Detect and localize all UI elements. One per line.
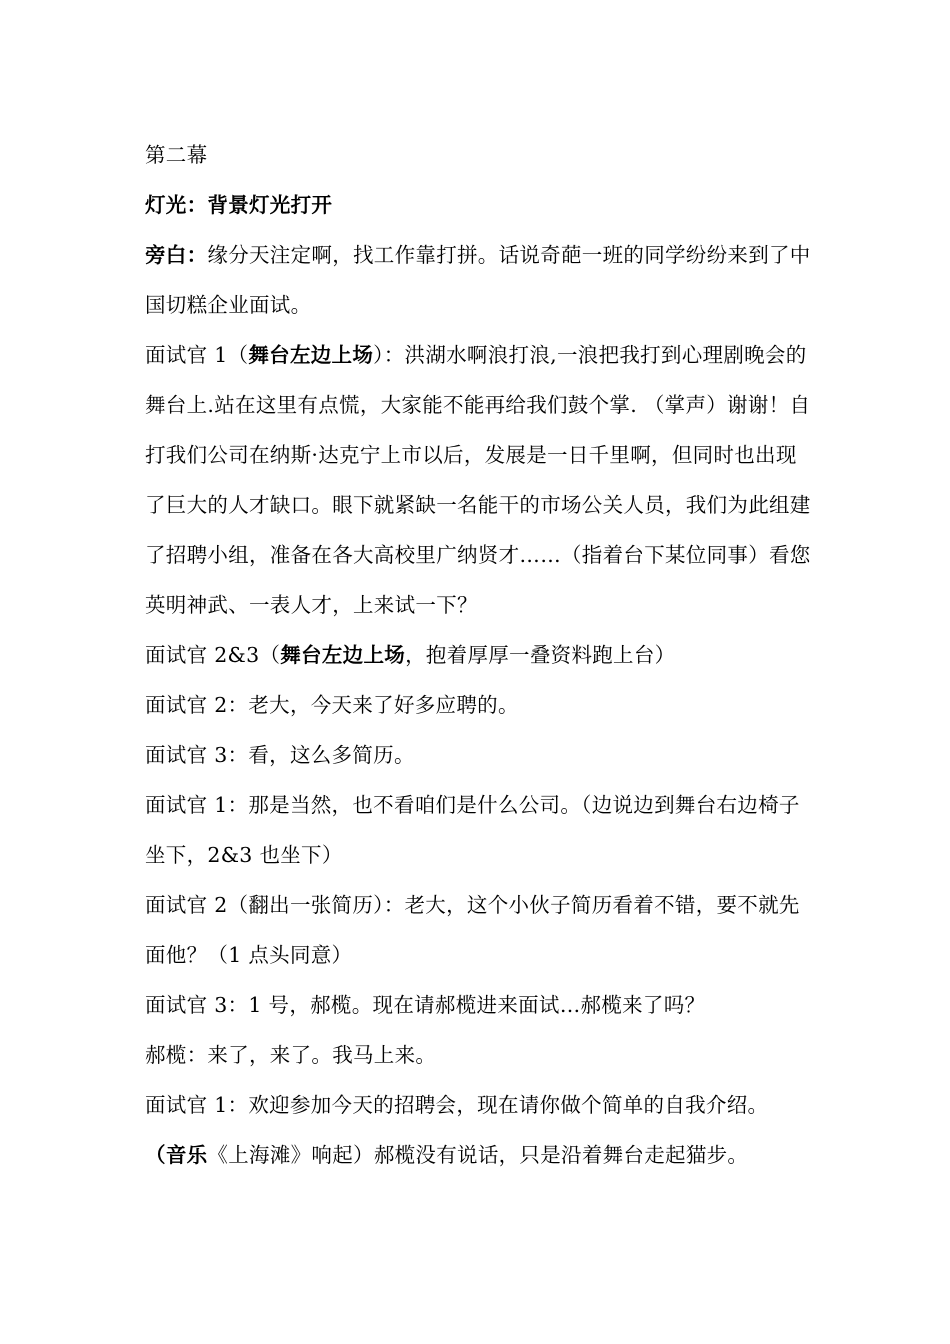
- interviewer23-direction: 舞台左边上场: [280, 643, 406, 667]
- lighting-text: 背景灯光打开: [207, 193, 333, 217]
- music-open-paren: （: [145, 1143, 166, 1167]
- music-cue-line: [145, 1130, 815, 1180]
- dialogue-line: 面试官 3：1 号，郝榄。现在请郝榄进来面试…郝榄来了吗？: [145, 993, 706, 1017]
- interviewer1-text: ）：洪湖水啊浪打浪,一浪把我打到心理剧晚会的舞台上.站在这里有点慌，大家能不能再给我们鼓个掌. （掌声）谢谢！自打我们公司在纳斯·达克宁上市以后，发展是一日千里啊，但同时也出现了巨大的人才缺口。眼下就紧缺一名能干的市场公关人员，我们为此组建了招聘小组，准备在各大高校里广纳贤才……（指着台下某位同事）看您英明神武、一表人才，上来试一下？: [145, 343, 811, 617]
- narration-line: [145, 230, 815, 330]
- narration-label: 旁白：: [145, 243, 208, 267]
- dialogue-line: 面试官 2（翻出一张简历）：老大，这个小伙子简历看着不错，要不就先面他？（1 点头同意）: [145, 893, 800, 967]
- script-text: [145, 130, 815, 1180]
- dialogue-line: 面试官 1：欢迎参加今天的招聘会，现在请你做个简单的自我介绍。: [145, 1093, 769, 1117]
- narration-text: 缘分天注定啊，找工作靠打拼。话说奇葩一班的同学纷纷来到了中国切糕企业面试。: [145, 243, 811, 317]
- dialogue-line: 面试官 3：看，这么多简历。: [145, 743, 415, 767]
- interviewer23-line: [145, 630, 815, 680]
- interviewer1-speaker: 面试官 1（: [145, 343, 249, 367]
- interviewer1-direction: 舞台左边上场: [248, 343, 374, 367]
- lighting-label: 灯光：: [145, 193, 208, 217]
- music-label: 音乐: [165, 1143, 208, 1167]
- dialogue-line: 面试官 2：老大，今天来了好多应聘的。: [145, 693, 519, 717]
- dialogue-line: 郝榄：来了，来了。我马上来。: [145, 1043, 437, 1067]
- interviewer23-speaker: 面试官 2&3（: [145, 643, 281, 667]
- music-title: 《上海滩》响起: [207, 1143, 354, 1167]
- interviewer23-text: ，抱着厚厚一叠资料跑上台）: [405, 643, 676, 667]
- lighting-line: [145, 180, 815, 230]
- dialogue-line: 面试官 1：那是当然，也不看咱们是什么公司。（边说边到舞台右边椅子坐下，2&3 也坐下）: [145, 793, 800, 867]
- music-cue-text: ）郝榄没有说话，只是沿着舞台走起猫步。: [353, 1143, 749, 1167]
- interviewer1-line: [145, 330, 815, 630]
- act-heading: 第二幕: [145, 143, 208, 167]
